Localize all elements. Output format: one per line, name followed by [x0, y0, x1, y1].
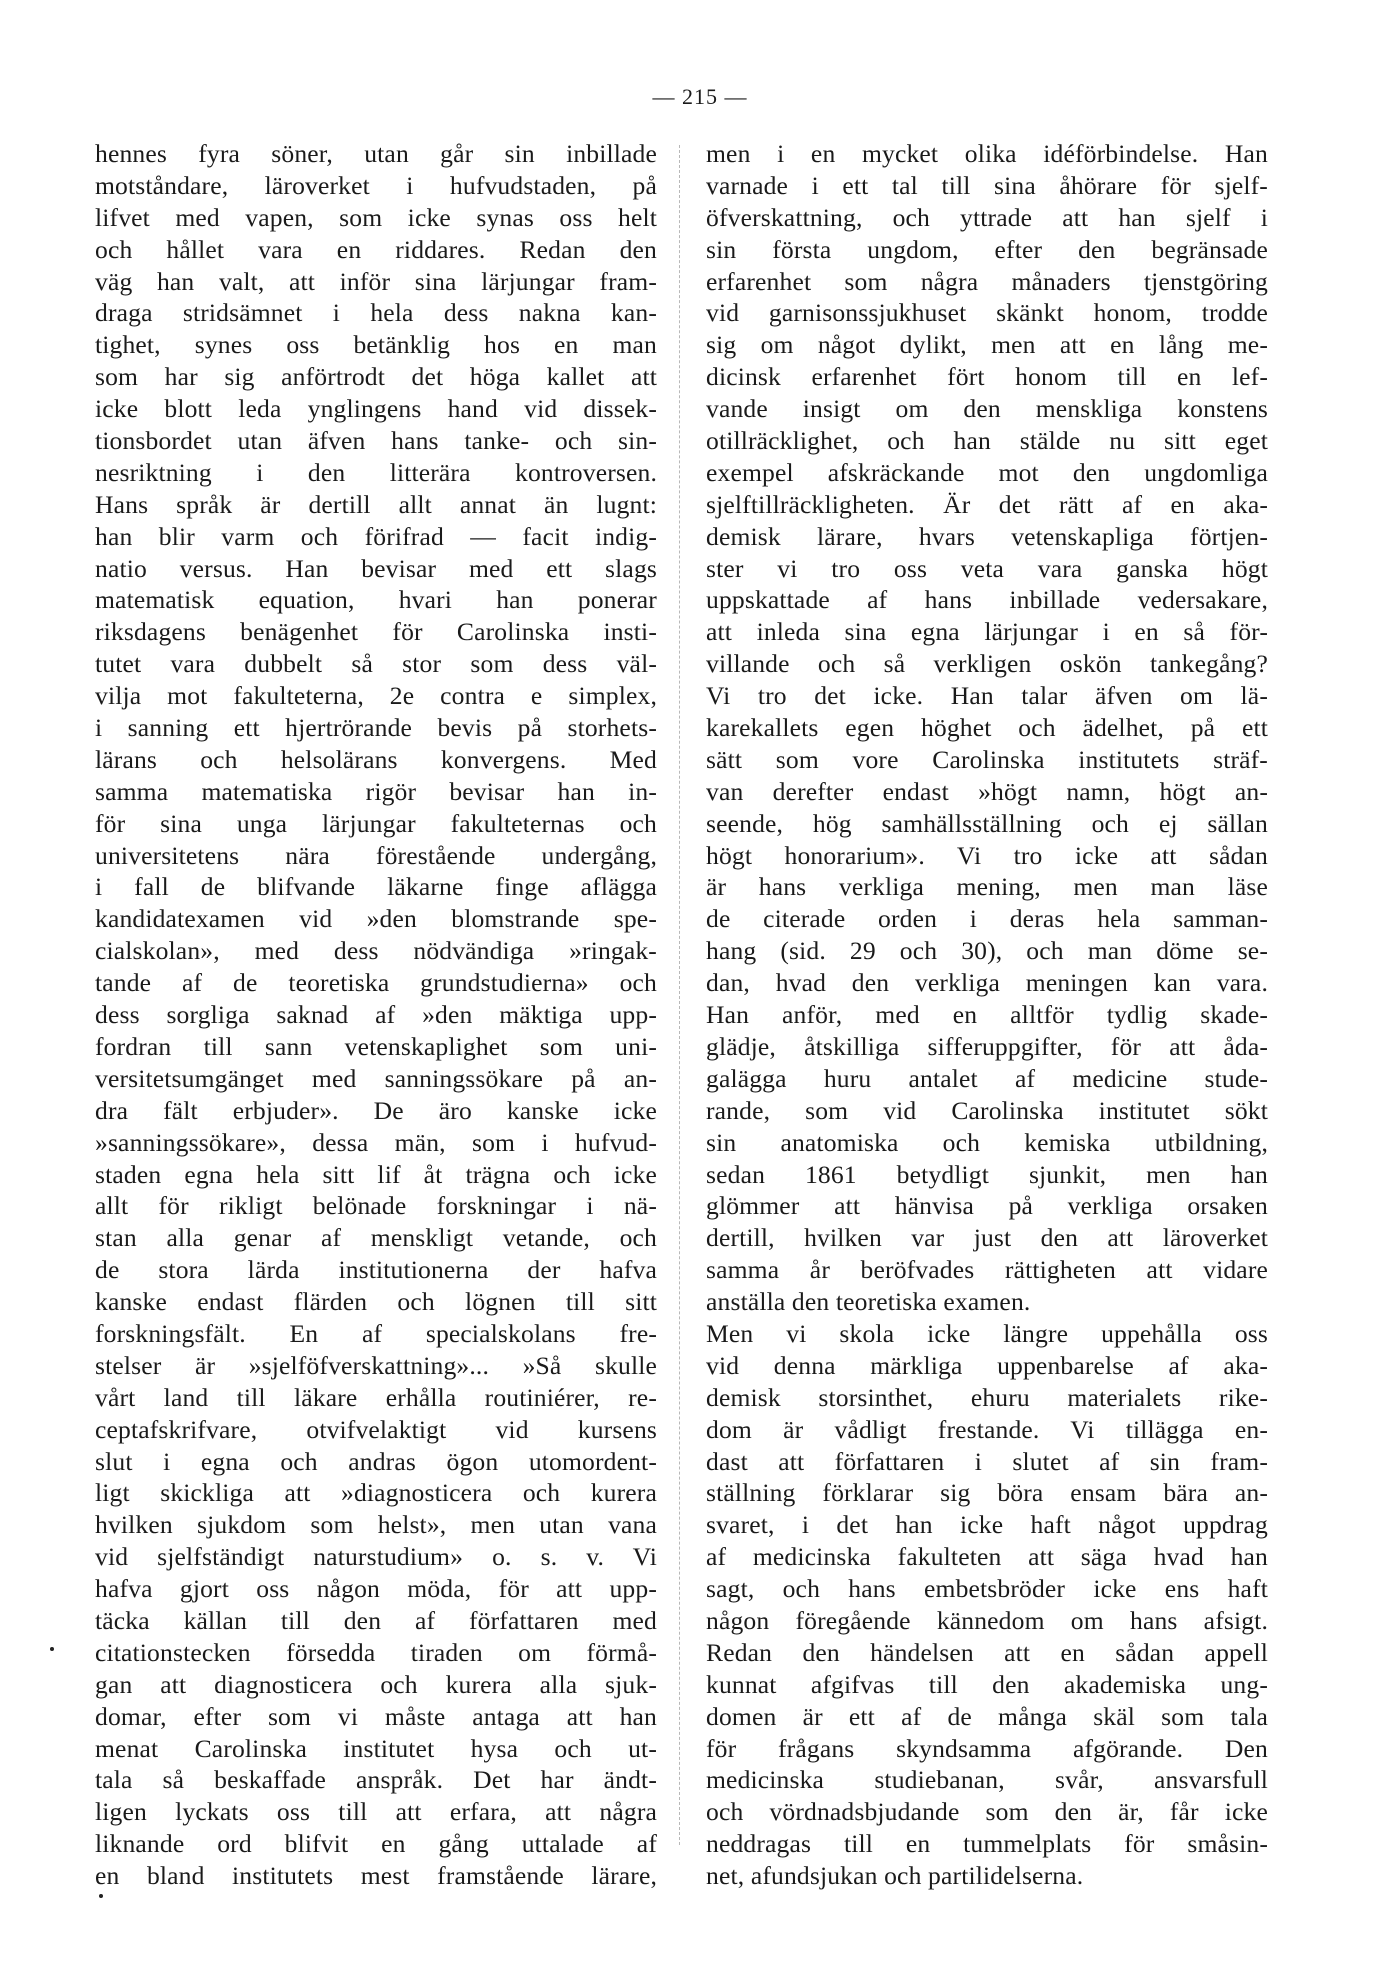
text-line: för frågans skyndsamma afgörande. Den — [706, 1733, 1268, 1763]
text-line: ligt skickliga att »diagnosticera och kurera — [95, 1478, 657, 1508]
text-line: dast att författaren i slutet af sin fram- — [706, 1446, 1268, 1476]
text-line: de stora lärda institutionerna der hafva — [95, 1255, 657, 1285]
text-line: »sanningssökare», dessa män, som i hufvud- — [95, 1127, 657, 1157]
text-line: och vördnadsbjudande som den är, får icke — [706, 1797, 1268, 1827]
text-line: Vi tro det icke. Han talar äfven om lä- — [706, 681, 1268, 711]
text-line: domar, efter som vi måste antaga att han — [95, 1701, 657, 1731]
print-speck — [50, 1647, 54, 1651]
text-line: samma matematiska rigör bevisar han in- — [95, 776, 657, 806]
text-line: medicinska studiebanan, svår, ansvarsfull — [706, 1765, 1268, 1795]
text-line: ceptafskrifvare, otvifvelaktigt vid kursens — [95, 1414, 657, 1444]
text-line: Redan den händelsen att en sådan appell — [706, 1637, 1268, 1667]
text-line: hennes fyra söner, utan går sin inbillade — [95, 139, 657, 168]
text-line: väg han valt, att inför sina lärjungar fram- — [95, 266, 657, 296]
text-line: för sina unga lärjungar fakulteternas och — [95, 808, 657, 838]
text-line: liknande ord blifvit en gång uttalade af — [95, 1829, 657, 1859]
text-line: hang (sid. 29 och 30), och man döme se- — [706, 936, 1268, 966]
text-line: nesriktning i den litterära kontroversen. — [95, 457, 657, 487]
text-line: uppskattade af hans inbillade vedersakare, — [706, 585, 1268, 615]
text-line: matematisk equation, hvari han ponerar — [95, 585, 657, 615]
text-line: hvilken sjukdom som helst», men utan vana — [95, 1510, 657, 1540]
text-line: stan alla genar af menskligt vetande, och — [95, 1223, 657, 1253]
text-line: sagt, och hans embetsbröder icke ens haft — [706, 1574, 1268, 1604]
text-line: öfverskattning, och yttrade att han sjelf i — [706, 202, 1268, 232]
text-line: men i en mycket olika idéförbindelse. Han — [706, 139, 1268, 168]
text-line: ster vi tro oss veta vara ganska högt — [706, 553, 1268, 583]
text-line: motståndare, läroverket i hufvudstaden, på — [95, 170, 657, 200]
text-line: demisk lärare, hvars vetenskapliga förtjen- — [706, 521, 1268, 551]
text-line: glömmer att hänvisa på verkliga orsaken — [706, 1191, 1268, 1221]
column-divider — [679, 145, 680, 1845]
text-line: anställa den teoretiska examen. — [706, 1287, 1031, 1317]
text-line: de citerade orden i deras hela samman- — [706, 904, 1268, 934]
text-line: otillräcklighet, och han stälde nu sitt eget — [706, 426, 1268, 456]
text-line: kanske endast flärden och lögnen till sitt — [95, 1287, 657, 1317]
text-line: dertill, hvilken var just den att läroverket — [706, 1223, 1268, 1253]
text-line: samma år beröfvades rättigheten att vidare — [706, 1255, 1268, 1285]
text-line: en bland institutets mest framstående lärare, — [95, 1861, 657, 1891]
text-line: vårt land till läkare erhålla routiniérer, re- — [95, 1382, 657, 1412]
text-line: gan att diagnosticera och kurera alla sjuk- — [95, 1669, 657, 1699]
text-line: vid denna märkliga uppenbarelse af aka- — [706, 1350, 1268, 1380]
text-line: hafva gjort oss någon möda, för att upp- — [95, 1574, 657, 1604]
text-line: tighet, synes oss betänklig hos en man — [95, 330, 657, 360]
text-line: som har sig anförtrodt det höga kallet att — [95, 362, 657, 392]
text-line: glädje, åtskilliga sifferuppgifter, för att åda- — [706, 1031, 1268, 1061]
text-line: vid sjelfständigt naturstudium» o. s. v. Vi — [95, 1542, 657, 1572]
text-line: net, afundsjukan och partilidelserna. — [706, 1861, 1084, 1891]
text-line: icke blott leda ynglingens hand vid dissek- — [95, 394, 657, 424]
text-line: stelser är »sjelföfverskattning»... »Så skulle — [95, 1350, 657, 1380]
text-line: cialskolan», med dess nödvändiga »ringak- — [95, 936, 657, 966]
text-line: riksdagens benägenhet för Carolinska insti- — [95, 617, 657, 647]
text-line: van derefter endast »högt namn, högt an- — [706, 776, 1268, 806]
text-line: lärans och helsolärans konvergens. Med — [95, 744, 657, 774]
text-line: sin anatomiska och kemiska utbildning, — [706, 1127, 1268, 1157]
text-line: och hållet vara en riddares. Redan den — [95, 234, 657, 264]
text-line: tala så beskaffade anspråk. Det har ändt- — [95, 1765, 657, 1795]
text-line: sin första ungdom, efter den begränsade — [706, 234, 1268, 264]
text-line: dra fält erbjuder». De äro kanske icke — [95, 1095, 657, 1125]
text-line: Hans språk är dertill allt annat än lugnt: — [95, 489, 657, 519]
text-line: någon föregående kännedom om hans afsigt. — [706, 1605, 1268, 1635]
text-line: vid garnisonssjukhuset skänkt honom, trodde — [706, 298, 1268, 328]
text-line: versitetsumgänget med sanningssökare på an- — [95, 1063, 657, 1093]
text-line: täcka källan till den af författaren med — [95, 1605, 657, 1635]
print-speck — [99, 1894, 103, 1898]
text-line: vilja mot fakulteterna, 2e contra e simplex, — [95, 681, 657, 711]
text-line: demisk storsinthet, ehuru materialets rike- — [706, 1382, 1268, 1412]
text-line: tionsbordet utan äfven hans tanke- och sin- — [95, 426, 657, 456]
text-line: i fall de blifvande läkarne finge aflägga — [95, 872, 657, 902]
text-line: menat Carolinska institutet hysa och ut- — [95, 1733, 657, 1763]
text-line: Men vi skola icke längre uppehålla oss — [706, 1318, 1268, 1348]
text-line: Han anför, med en alltför tydlig skade- — [706, 1000, 1268, 1030]
text-line: rande, som vid Carolinska institutet sökt — [706, 1095, 1268, 1125]
text-line: dess sorgliga saknad af »den mäktiga upp- — [95, 1000, 657, 1030]
text-line: dan, hvad den verkliga meningen kan vara. — [706, 968, 1268, 998]
text-line: i sanning ett hjertrörande bevis på storhets- — [95, 713, 657, 743]
left-column — [95, 138, 657, 1892]
text-line: karekallets egen höghet och ädelhet, på ett — [706, 713, 1268, 743]
text-line: tande af de teoretiska grundstudierna» och — [95, 968, 657, 998]
text-line: är hans verkliga mening, men man läse — [706, 872, 1268, 902]
text-line: han blir varm och förifrad — facit indig- — [95, 521, 657, 551]
text-line: tutet vara dubbelt så stor som dess väl- — [95, 649, 657, 679]
text-line: universitetens nära förestående undergång, — [95, 840, 657, 870]
text-line: sätt som vore Carolinska institutets sträf- — [706, 744, 1268, 774]
text-line: allt för rikligt belönade forskningar i nä- — [95, 1191, 657, 1221]
text-line: galägga huru antalet af medicine stude- — [706, 1063, 1268, 1093]
right-column — [706, 138, 1268, 1892]
text-line: lifvet med vapen, som icke synas oss helt — [95, 202, 657, 232]
text-line: fordran till sann vetenskaplighet som uni- — [95, 1031, 657, 1061]
text-line: citationstecken försedda tiraden om förmå- — [95, 1637, 657, 1667]
text-line: sedan 1861 betydligt sjunkit, men han — [706, 1159, 1268, 1189]
text-line: kandidatexamen vid »den blomstrande spe- — [95, 904, 657, 934]
text-line: varnade i ett tal till sina åhörare för sjelf- — [706, 170, 1268, 200]
text-line: exempel afskräckande mot den ungdomliga — [706, 457, 1268, 487]
text-line: vande insigt om den menskliga konstens — [706, 394, 1268, 424]
text-line: sig om något dylikt, men att en lång me- — [706, 330, 1268, 360]
text-line: ställning förklarar sig böra ensam bära an- — [706, 1478, 1268, 1508]
text-line: svaret, i det han icke haft något uppdrag — [706, 1510, 1268, 1540]
text-line: erfarenhet som några månaders tjenstgöring — [706, 266, 1268, 296]
text-line: seende, hög samhällsställning och ej sällan — [706, 808, 1268, 838]
text-line: domen är ett af de många skäl som tala — [706, 1701, 1268, 1731]
text-line: draga stridsämnet i hela dess nakna kan- — [95, 298, 657, 328]
page-number: — 215 — — [652, 84, 748, 109]
text-line: af medicinska fakulteten att säga hvad han — [706, 1542, 1268, 1572]
text-line: dom är vådligt frestande. Vi tillägga en- — [706, 1414, 1268, 1444]
text-line: att inleda sina egna lärjungar i en så för- — [706, 617, 1268, 647]
text-line: sjelftillräckligheten. Är det rätt af en aka- — [706, 489, 1268, 519]
text-line: villande och så verkligen oskön tankegång? — [706, 649, 1268, 679]
text-line: natio versus. Han bevisar med ett slags — [95, 553, 657, 583]
text-line: neddragas till en tummelplats för småsin- — [706, 1829, 1268, 1859]
text-line: ligen lyckats oss till att erfara, att några — [95, 1797, 657, 1827]
text-line: högt honorarium». Vi tro icke att sådan — [706, 840, 1268, 870]
text-line: staden egna hela sitt lif åt trägna och icke — [95, 1159, 657, 1189]
text-line: forskningsfält. En af specialskolans fre- — [95, 1318, 657, 1348]
text-line: dicinsk erfarenhet fört honom till en lef- — [706, 362, 1268, 392]
text-line: slut i egna och andras ögon utomordent- — [95, 1446, 657, 1476]
text-line: kunnat afgifvas till den akademiska ung- — [706, 1669, 1268, 1699]
